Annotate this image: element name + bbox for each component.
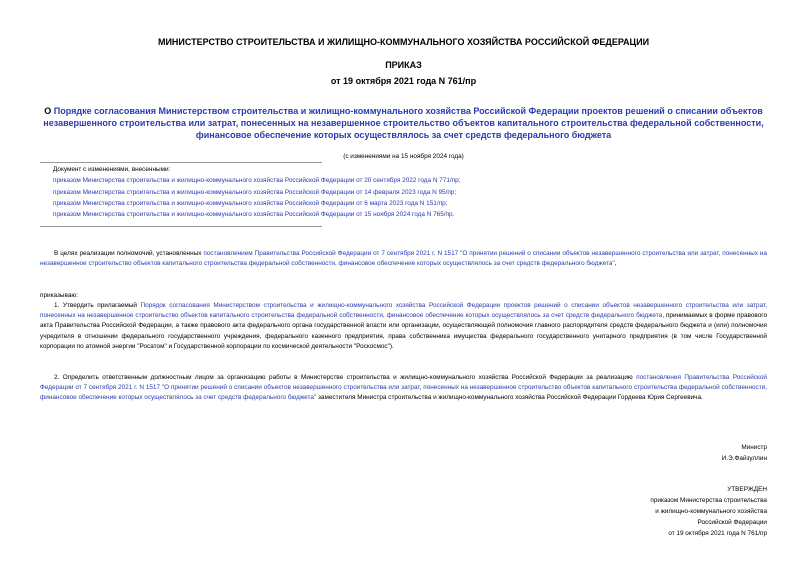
approved-word: УТВЕРЖДЕН [727, 486, 767, 493]
item-1-text: 1. Утвердить прилагаемый [54, 302, 141, 309]
item-1 [40, 301, 767, 352]
preamble-link[interactable]: постановлением Правительства Российской Федерации от 7 сентября 2021 г. N 1517 "О принятии решений о списании объектов незавершенного строительства или затрат, понесенных на незавершенное строительство объектов капитального строительства федеральной собственности, финансовое обеспечение которых осуществлялось за счет средств федерального бюджета" [40, 250, 767, 268]
divider-bottom [40, 226, 322, 227]
approved-line-4: от 19 октября 2021 года N 761/пр [668, 530, 767, 537]
approved-line-1: приказом Министерства строительства [650, 497, 767, 504]
signature-name: И.Э.Файзуллин [721, 455, 767, 462]
item-2-link[interactable]: постановления Правительства Российской Федерации от 7 сентября 2021 г. N 1517 "О принятии решений о списании объектов незавершенного строительства или затрат, понесенных на незавершенное строительство объектов капитального строительства федеральной собственности, финансовое обеспечение которых осуществлялось за счет средств федерального бюджета" [40, 374, 767, 402]
changes-block [53, 164, 753, 220]
approved-line-2: и жилищно-коммунального хозяйства [655, 508, 767, 515]
ministry-heading: МИНИСТЕРСТВО СТРОИТЕЛЬСТВА И ЖИЛИЩНО-КОММУНАЛЬНОГО ХОЗЯЙСТВА РОССИЙСКОЙ ФЕДЕРАЦИИ [157, 37, 650, 47]
order-word: приказываю: [40, 292, 78, 299]
item-2-rest: заместителя Министра строительства и жилищно-коммунального хозяйства Российской Федерации Гордеева Юрия Сергеевича. [316, 394, 703, 402]
approved-block [467, 484, 767, 539]
amendment-note: (с изменениями на 15 ноября 2024 года) [343, 153, 464, 160]
change-link-4[interactable]: приказом Министерства строительства и жилищно-коммунального хозяйства Российской Федерации от 15 ноября 2024 года N 765/пр. [53, 211, 455, 219]
signature-block [467, 442, 767, 464]
doc-type: ПРИКАЗ [385, 60, 422, 70]
changes-heading: Документ с изменениями, внесенными: [53, 166, 171, 173]
preamble [40, 249, 767, 269]
preamble-text: В целях реализации полномочий, установленных [54, 250, 204, 257]
change-link-3[interactable]: приказом Министерства строительства и жилищно-коммунального хозяйства Российской Федерации от 6 марта 2023 года N 151/пр; [53, 199, 448, 207]
approved-line-3: Российской Федерации [697, 519, 767, 526]
item-1-rest: , принимаемых в форме правового акта Правительства Российской Федерации, а также правового акта федерального органа государственной власти или организации, осуществляющей полномочия главного распорядителя средств федерального бюджета и (или) полномочия учредителя в отношении федерального государственного учреждения, федерального казенного предприятия, права собственника имущества федерального государственного унитарного предприятия (в том числе Государственной корпорации по атомной энергии "Росатом" и Государственной корпорации по космической деятельности "Роскосмос"). [40, 312, 768, 350]
title-prefix: О [44, 106, 54, 116]
document-title [40, 105, 767, 141]
doc-date: от 19 октября 2021 года N 761/пр [330, 76, 477, 86]
preamble-end: , [614, 260, 617, 268]
change-link-2[interactable]: приказом Министерства строительства и жилищно-коммунального хозяйства Российской Федерации от 14 февраля 2023 года N 95/пр; [53, 188, 457, 196]
change-link-1[interactable]: приказом Министерства строительства и жилищно-коммунального хозяйства Российской Федерации от 20 сентября 2022 года N 771/пр; [53, 177, 461, 185]
divider-top [40, 162, 322, 163]
item-2-text: 2. Определить ответственным должностным лицом за организацию работы в Министерстве строительства и жилищно-коммунального хозяйства Российской Федерации за реализацию [54, 374, 637, 381]
title-link[interactable]: Порядке согласования Министерством строительства и жилищно-коммунального хозяйства Российской Федерации проектов решений о списании объектов незавершенного строительства или затрат, понесенных на незавершенное строительство объектов капитального строительства федеральной собственности, финансовое обеспечение которых осуществлялось за счет средств федерального бюджета [43, 106, 764, 140]
item-1-link[interactable]: Порядок согласования Министерством строительства и жилищно-коммунального хозяйства Российской Федерации проектов решений о списании объектов незавершенного строительства или затрат, понесенных на незавершенное строительство объектов капитального строительства федеральной собственности, финансовое обеспечение которых осуществлялось за счет средств федерального бюджета [40, 302, 767, 320]
item-2 [40, 373, 767, 404]
signature-position: Министр [741, 444, 767, 451]
